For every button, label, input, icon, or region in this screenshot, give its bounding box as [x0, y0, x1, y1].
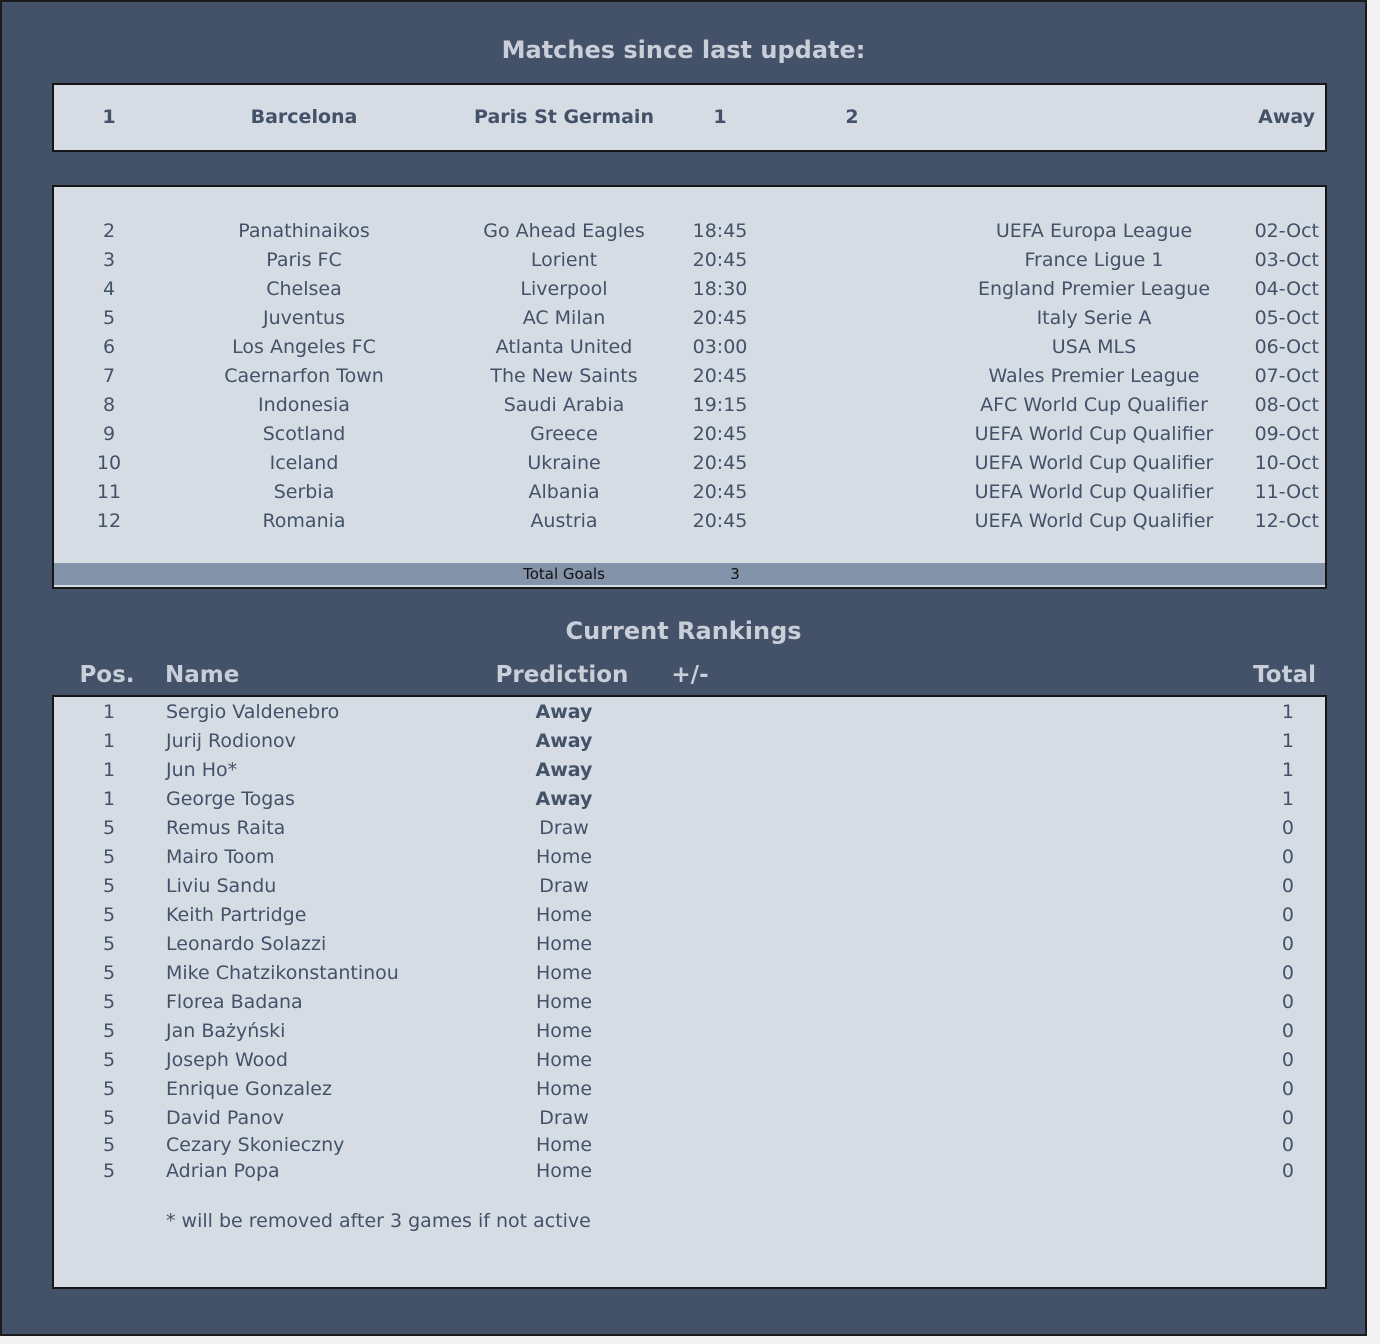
match-row [54, 449, 1325, 478]
match-number: 2 [102, 220, 116, 242]
match-row [54, 420, 1325, 449]
match-date: 02-Oct [1254, 220, 1319, 242]
match-number: 11 [96, 481, 122, 503]
match-row [54, 362, 1325, 391]
col-prediction: Prediction [495, 662, 629, 688]
away-team: Liverpool [520, 278, 608, 300]
player-name: Florea Badana [166, 991, 303, 1013]
away-team: Go Ahead Eagles [483, 220, 645, 242]
player-prediction: Away [535, 788, 593, 810]
home-team: Indonesia [258, 394, 350, 416]
total-goals-label: Total Goals [523, 565, 605, 583]
home-team: Serbia [273, 481, 335, 503]
match-date: 10-Oct [1254, 452, 1319, 474]
away-team: The New Saints [490, 365, 638, 387]
match-row [54, 246, 1325, 275]
rank-position: 1 [102, 701, 116, 723]
competition: UEFA World Cup Qualifier [974, 423, 1214, 445]
player-prediction: Away [535, 759, 593, 781]
player-name: Liviu Sandu [166, 875, 277, 897]
last-match-row [54, 103, 1325, 132]
ranking-row [54, 843, 1325, 872]
player-name: Joseph Wood [166, 1049, 288, 1071]
match-row [54, 275, 1325, 304]
ranking-row [54, 785, 1325, 814]
matches-heading: Matches since last update: [501, 36, 866, 64]
match-row [54, 304, 1325, 333]
away-team: Lorient [530, 249, 598, 271]
match-date: 12-Oct [1254, 510, 1319, 532]
rankings-panel [52, 695, 1327, 1289]
match-number: 7 [102, 365, 116, 387]
player-total: 0 [1281, 1049, 1294, 1071]
player-name: Cezary Skonieczny [166, 1134, 345, 1156]
player-prediction: Home [535, 846, 593, 868]
rank-position: 5 [102, 817, 116, 839]
match-row [54, 333, 1325, 362]
match-number: 8 [102, 394, 116, 416]
match-number: 6 [102, 336, 116, 358]
footnote: * will be removed after 3 games if not active [166, 1210, 591, 1232]
match-number: 4 [102, 278, 116, 300]
ranking-row [54, 872, 1325, 901]
ranking-row [54, 727, 1325, 756]
ranking-row [54, 698, 1325, 727]
player-total: 1 [1281, 759, 1294, 781]
player-total: 0 [1281, 1107, 1294, 1129]
competition: AFC World Cup Qualifier [980, 394, 1208, 416]
home-team: Scotland [262, 423, 346, 445]
match-row [54, 217, 1325, 246]
col-diff: +/- [671, 662, 709, 688]
home-team: Chelsea [266, 278, 342, 300]
rank-position: 5 [102, 933, 116, 955]
rank-position: 5 [102, 1078, 116, 1100]
away-team: Paris St Germain [474, 106, 654, 128]
player-prediction: Draw [539, 817, 589, 839]
player-total: 0 [1281, 1160, 1294, 1182]
match-date: 06-Oct [1254, 336, 1319, 358]
player-total: 0 [1281, 933, 1294, 955]
ranking-row [54, 1104, 1325, 1133]
ranking-row [54, 1046, 1325, 1075]
ranking-row [54, 901, 1325, 930]
kickoff-time: 20:45 [692, 510, 748, 532]
player-name: Jurij Rodionov [166, 730, 296, 752]
last-match-panel [52, 83, 1327, 152]
col-name: Name [165, 662, 240, 688]
away-team: AC Milan [522, 307, 606, 329]
col-total: Total [1253, 662, 1316, 688]
away-team: Albania [528, 481, 600, 503]
away-team: Austria [530, 510, 598, 532]
ranking-row [54, 814, 1325, 843]
match-row [54, 507, 1325, 536]
match-row [54, 478, 1325, 507]
player-name: George Togas [166, 788, 295, 810]
kickoff-time: 18:30 [692, 278, 748, 300]
player-prediction: Home [535, 991, 593, 1013]
ranking-row [54, 756, 1325, 785]
match-number: 3 [102, 249, 116, 271]
home-team: Barcelona [250, 106, 358, 128]
competition: UEFA World Cup Qualifier [974, 481, 1214, 503]
player-prediction: Home [535, 1078, 593, 1100]
player-prediction: Away [535, 730, 593, 752]
player-prediction: Draw [539, 875, 589, 897]
player-total: 0 [1281, 991, 1294, 1013]
competition: Italy Serie A [1036, 307, 1152, 329]
competition: USA MLS [1051, 336, 1137, 358]
player-total: 0 [1281, 904, 1294, 926]
home-team: Panathinaikos [238, 220, 370, 242]
match-date: 11-Oct [1254, 481, 1319, 503]
home-team: Caernarfon Town [224, 365, 384, 387]
player-total: 0 [1281, 1078, 1294, 1100]
home-team: Juventus [262, 307, 345, 329]
player-total: 0 [1281, 875, 1294, 897]
player-prediction: Home [535, 1160, 593, 1182]
kickoff-time: 20:45 [692, 452, 748, 474]
player-name: Enrique Gonzalez [166, 1078, 332, 1100]
rank-position: 5 [102, 846, 116, 868]
player-name: Keith Partridge [166, 904, 307, 926]
player-total: 0 [1281, 817, 1294, 839]
upcoming-matches-panel [52, 185, 1327, 589]
player-name: Mairo Toom [166, 846, 275, 868]
player-prediction: Home [535, 962, 593, 984]
competition: UEFA Europa League [995, 220, 1193, 242]
ranking-row [54, 1131, 1325, 1160]
player-prediction: Home [535, 904, 593, 926]
player-total: 0 [1281, 1020, 1294, 1042]
player-total: 1 [1281, 788, 1294, 810]
player-prediction: Home [535, 933, 593, 955]
kickoff-time: 20:45 [692, 481, 748, 503]
rankings-heading: Current Rankings [565, 617, 802, 645]
ranking-row [54, 959, 1325, 988]
competition: France Ligue 1 [1024, 249, 1164, 271]
away-team: Saudi Arabia [503, 394, 625, 416]
rankings-header [2, 658, 1365, 692]
home-team: Los Angeles FC [232, 336, 376, 358]
match-date: 05-Oct [1254, 307, 1319, 329]
match-number: 1 [102, 106, 116, 128]
player-prediction: Home [535, 1049, 593, 1071]
player-name: David Panov [166, 1107, 285, 1129]
competition: UEFA World Cup Qualifier [974, 452, 1214, 474]
match-date: 04-Oct [1254, 278, 1319, 300]
rank-position: 5 [102, 962, 116, 984]
player-name: Jun Ho* [166, 759, 238, 781]
match-date: 07-Oct [1254, 365, 1319, 387]
rank-position: 5 [102, 1160, 116, 1182]
home-team: Romania [262, 510, 346, 532]
kickoff-time: 20:45 [692, 365, 748, 387]
player-total: 0 [1281, 962, 1294, 984]
player-prediction: Home [535, 1020, 593, 1042]
player-prediction: Home [535, 1134, 593, 1156]
player-total: 1 [1281, 730, 1294, 752]
rank-position: 5 [102, 1049, 116, 1071]
total-goals-value: 3 [730, 565, 740, 583]
player-name: Leonardo Solazzi [166, 933, 327, 955]
match-number: 10 [96, 452, 122, 474]
player-name: Sergio Valdenebro [166, 701, 340, 723]
away-team: Atlanta United [495, 336, 633, 358]
away-team: Ukraine [527, 452, 601, 474]
away-team: Greece [530, 423, 598, 445]
player-name: Mike Chatzikonstantinou [166, 962, 399, 984]
ranking-row [54, 988, 1325, 1017]
kickoff-time: 20:45 [692, 423, 748, 445]
kickoff-time: 20:45 [692, 307, 748, 329]
col-pos: Pos. [79, 662, 135, 688]
total-goals-bar [54, 563, 1325, 585]
rank-position: 1 [102, 788, 116, 810]
player-total: 1 [1281, 701, 1294, 723]
match-date: 09-Oct [1254, 423, 1319, 445]
rank-position: 5 [102, 1020, 116, 1042]
rank-position: 5 [102, 904, 116, 926]
player-total: 0 [1281, 846, 1294, 868]
kickoff-time: 20:45 [692, 249, 748, 271]
ranking-row [54, 1017, 1325, 1046]
rank-position: 5 [102, 1134, 116, 1156]
match-number: 5 [102, 307, 116, 329]
kickoff-time: 18:45 [692, 220, 748, 242]
home-score: 1 [713, 106, 727, 128]
rank-position: 1 [102, 730, 116, 752]
away-score: 2 [845, 106, 859, 128]
match-number: 12 [96, 510, 122, 532]
rank-position: 5 [102, 991, 116, 1013]
match-result: Away [1258, 106, 1315, 128]
kickoff-time: 19:15 [692, 394, 748, 416]
rank-position: 5 [102, 875, 116, 897]
match-row [54, 391, 1325, 420]
player-total: 0 [1281, 1134, 1294, 1156]
player-name: Remus Raita [166, 817, 286, 839]
kickoff-time: 03:00 [692, 336, 748, 358]
player-name: Jan Bażyński [166, 1020, 286, 1042]
match-number: 9 [102, 423, 116, 445]
match-date: 03-Oct [1254, 249, 1319, 271]
ranking-row [54, 1075, 1325, 1104]
home-team: Iceland [269, 452, 339, 474]
player-prediction: Away [535, 701, 593, 723]
competition: UEFA World Cup Qualifier [974, 510, 1214, 532]
home-team: Paris FC [266, 249, 342, 271]
rank-position: 5 [102, 1107, 116, 1129]
ranking-row [54, 930, 1325, 959]
ranking-row [54, 1157, 1325, 1186]
competition: England Premier League [977, 278, 1211, 300]
rank-position: 1 [102, 759, 116, 781]
competition: Wales Premier League [988, 365, 1200, 387]
player-prediction: Draw [539, 1107, 589, 1129]
player-name: Adrian Popa [166, 1160, 280, 1182]
match-date: 08-Oct [1254, 394, 1319, 416]
